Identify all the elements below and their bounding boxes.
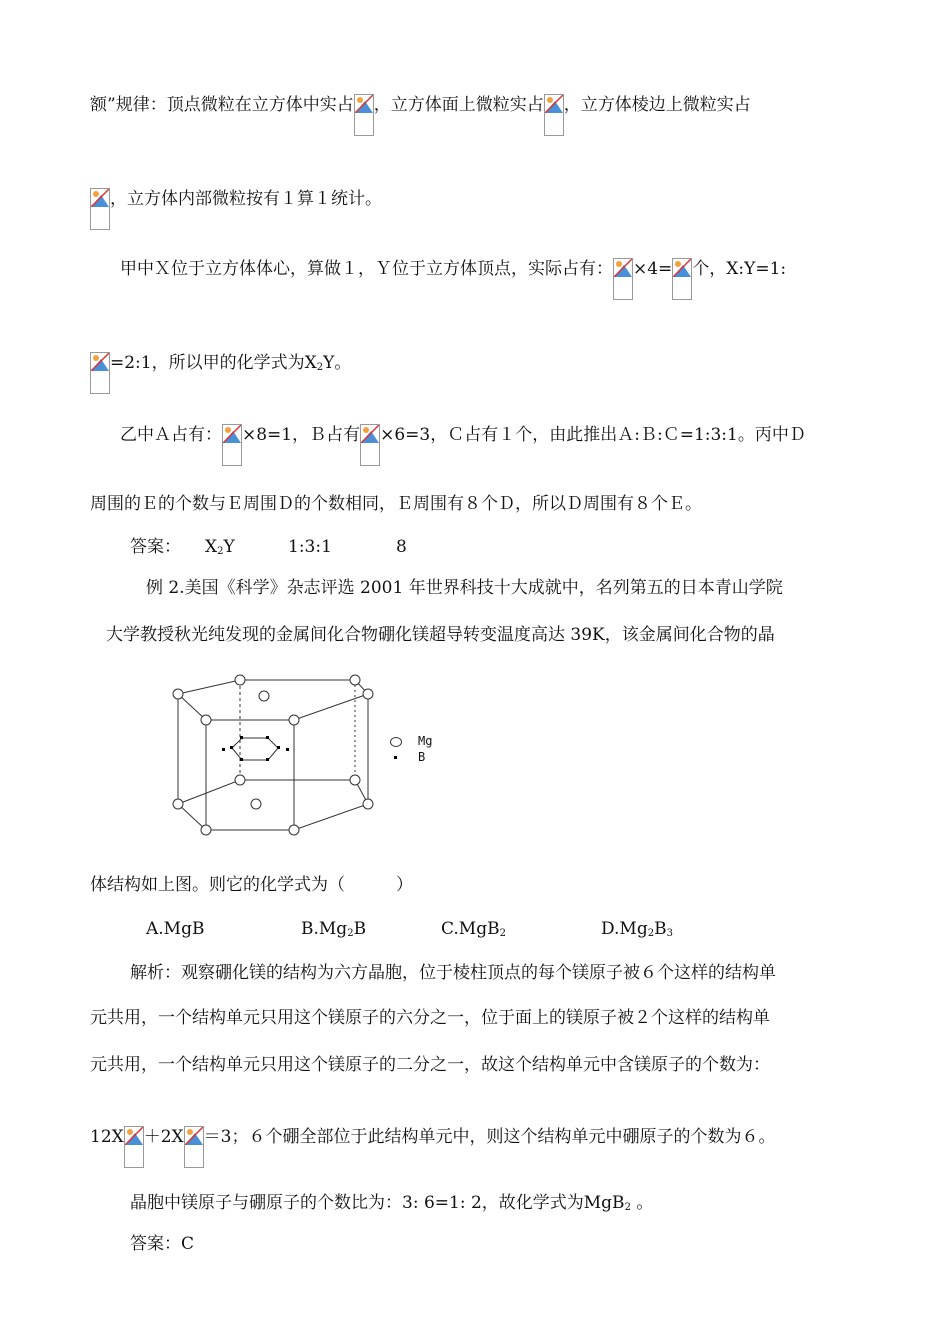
text: Y <box>223 537 235 557</box>
subscript: 2 <box>647 928 655 939</box>
text: 周围的Ｅ的个数与Ｅ周围Ｄ的个数相同，Ｅ周围有８个Ｄ，所以Ｄ周围有８个Ｅ。 <box>90 494 702 514</box>
broken-image-icon <box>124 1126 144 1146</box>
answer-value-1 <box>205 536 235 563</box>
text: 晶胞中镁原子与硼原子的个数比为：3: 6=1: 2，故化学式为MgB <box>130 1193 625 1213</box>
broken-image-icon <box>613 258 633 278</box>
text: 。 <box>630 1193 654 1213</box>
text: B.Mg <box>301 919 348 939</box>
broken-image-icon <box>90 352 110 372</box>
text: B <box>654 919 667 939</box>
legend-label-b: B <box>418 750 426 764</box>
text: ×6=3，Ｃ占有１个，由此推出Ａ:Ｂ:Ｃ=1:3:1。丙中Ｄ <box>380 425 806 445</box>
answer-label: 答案： <box>130 537 181 557</box>
text-line-1 <box>90 94 751 116</box>
legend-label-mg: Mg <box>418 734 433 748</box>
analysis-line-4 <box>90 1126 775 1148</box>
text: ＋2X <box>143 1127 184 1147</box>
text-line-4 <box>90 352 351 379</box>
subscript: 2 <box>316 362 324 373</box>
text: ，立方体面上微粒实占 <box>373 95 544 115</box>
mg-legend-marker <box>390 737 402 747</box>
example-2-line-1: 例 2.美国《科学》杂志评选 2001 年世界科技十大成就中，名列第五的日本青山学院 <box>146 578 783 598</box>
option-a: A.MgB <box>146 919 205 939</box>
text: D.Mg <box>601 919 648 939</box>
broken-image-icon <box>90 188 110 208</box>
subscript: 3 <box>666 928 673 939</box>
text: 额”规律：顶点微粒在立方体中实占 <box>90 95 354 115</box>
text: Y。 <box>323 353 352 373</box>
broken-image-icon <box>360 424 380 444</box>
text: 甲中Ｘ位于立方体体心，算做１，Ｙ位于立方体顶点，实际占有： <box>120 259 613 279</box>
answer-value-2: 1:3:1 <box>288 537 332 557</box>
text: 乙中Ａ占有： <box>120 425 222 445</box>
text: X <box>205 537 218 557</box>
example-2-line-2: 大学教授秋光纯发现的金属间化合物硼化镁超导转变温度高达 39K，该金属间化合物的晶 <box>106 625 775 645</box>
answer-value-3: 8 <box>396 537 407 557</box>
broken-image-icon <box>544 94 564 114</box>
b-legend-marker <box>394 756 397 759</box>
answer-line-2: 答案：C <box>130 1234 195 1254</box>
broken-image-icon <box>222 424 242 444</box>
text: C.MgB <box>441 919 500 939</box>
analysis-line-2: 元共用，一个结构单元只用这个镁原子的六分之一，位于面上的镁原子被２个这样的结构单 <box>90 1008 770 1028</box>
option-d <box>601 918 673 945</box>
subscript: 2 <box>499 928 506 939</box>
text: ×4= <box>633 259 673 279</box>
text-line-2 <box>90 188 382 210</box>
question-line: 体结构如上图。则它的化学式为（ ） <box>90 875 413 895</box>
broken-image-icon <box>672 258 692 278</box>
answer-line-1 <box>130 536 181 558</box>
option-b <box>301 918 366 945</box>
analysis-line-5 <box>130 1192 653 1219</box>
text: ×8=1，Ｂ占有 <box>242 425 361 445</box>
subscript: 2 <box>624 1202 631 1213</box>
text-line-3 <box>120 258 786 280</box>
text: ，立方体棱边上微粒实占 <box>563 95 751 115</box>
subscript: 2 <box>217 546 224 557</box>
analysis-line-1: 解析：观察硼化镁的结构为六方晶胞，位于棱柱顶点的每个镁原子被６个这样的结构单 <box>130 963 776 983</box>
text: 12X <box>90 1127 124 1147</box>
text: ＝3；６个硼全部位于此结构单元中，则这个结构单元中硼原子的个数为６。 <box>203 1127 776 1147</box>
text: ，立方体内部微粒按有１算１统计。 <box>110 189 382 209</box>
crystal-structure-figure <box>160 672 380 842</box>
option-c <box>441 918 506 945</box>
broken-image-icon <box>354 94 374 114</box>
text: 个，X:Y=1: <box>692 259 787 279</box>
text: B <box>353 919 367 939</box>
broken-image-icon <box>184 1126 204 1146</box>
text-line-5 <box>120 424 806 446</box>
text-line-6 <box>90 493 702 515</box>
analysis-line-3: 元共用，一个结构单元只用这个镁原子的二分之一，故这个结构单元中含镁原子的个数为： <box>90 1055 770 1075</box>
subscript: 2 <box>347 928 354 939</box>
text: =2:1，所以甲的化学式为X <box>110 353 317 373</box>
